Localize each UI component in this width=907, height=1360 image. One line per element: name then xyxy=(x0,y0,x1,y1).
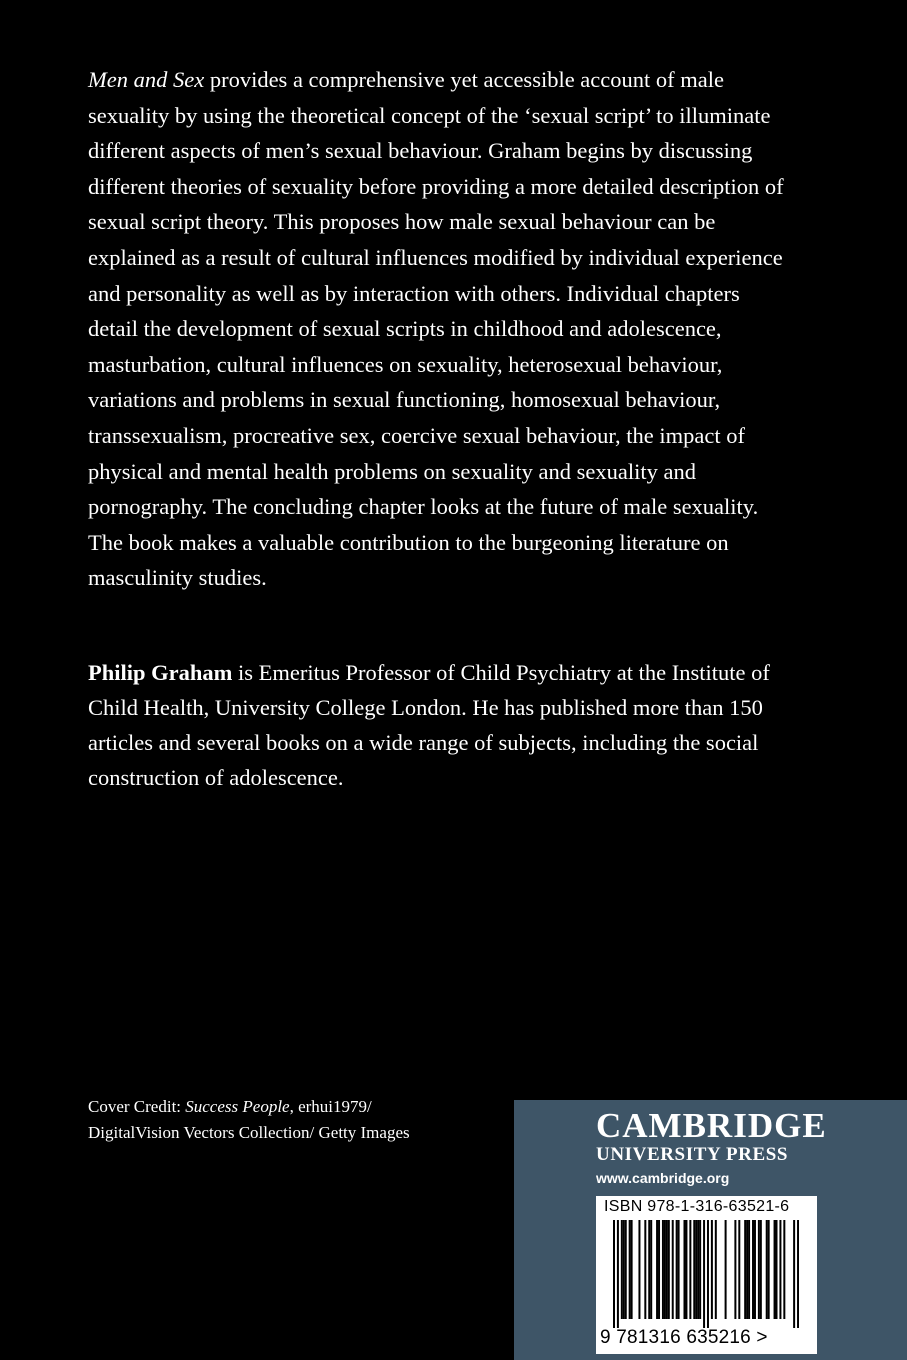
barcode-graphic xyxy=(613,1220,799,1328)
barcode-bar xyxy=(734,1220,736,1319)
barcode-digits: 9 781316 635216 > xyxy=(600,1327,768,1348)
description-paragraph xyxy=(88,62,788,596)
description-text: provides a comprehensive yet accessible account of male sexuality by using the theoretical concept of the ‘sexual script’ to illuminate different aspects of men’s sexual behaviour. Graham begins by discussing different theories of sexuality before providing a more detailed description of sexual script theory. This proposes how male sexual behaviour can be explained as a result of cultural influences modified by individual experience and personality as well as by interaction with others. Individual chapters detail the development of sexual scripts in childhood and adolescence, masturbation, cultural influences on sexuality, heterosexual behaviour, variations and problems in sexual functioning, homosexual behaviour, transsexualism, procreative sex, coercive sexual behaviour, the impact of physical and mental health problems on sexuality and sexuality and pornography. The concluding chapter looks at the future of male sexuality. The book makes a valuable contribution to the burgeoning literature on masculinity studies. xyxy=(88,67,784,591)
barcode-bar xyxy=(623,1220,625,1319)
publisher-name: CAMBRIDGE xyxy=(596,1106,827,1145)
barcode-bar xyxy=(621,1220,623,1319)
barcode-bar xyxy=(689,1220,691,1319)
credit-artwork-title: Success People xyxy=(185,1097,290,1116)
barcode-bar xyxy=(783,1220,785,1319)
publisher-subname: UNIVERSITY PRESS xyxy=(596,1144,789,1165)
credit-prefix: Cover Credit: xyxy=(88,1097,186,1116)
barcode-bar xyxy=(693,1220,695,1319)
barcode-bar xyxy=(662,1220,664,1319)
barcode-bar xyxy=(656,1220,658,1319)
bio-text: is Emeritus Professor of Child Psychiatry at the Institute of Child Health, University College London. He has published more than 150 articles and several books on a wide range of subjects, including the social construction of adolescence. xyxy=(88,659,770,790)
barcode-bar xyxy=(664,1220,666,1319)
barcode-bar xyxy=(760,1220,762,1319)
barcode-bar xyxy=(768,1220,770,1319)
barcode-bar xyxy=(650,1220,652,1319)
barcode-bar xyxy=(703,1220,705,1328)
barcode-bar xyxy=(613,1220,615,1328)
barcode-bar xyxy=(752,1220,754,1319)
barcode-bar xyxy=(638,1220,640,1319)
credit-artist: , erhui1979/ xyxy=(289,1097,372,1116)
barcode-bar xyxy=(676,1220,678,1319)
barcode-bar xyxy=(797,1220,799,1328)
barcode-bar xyxy=(666,1220,668,1319)
barcode-bar xyxy=(699,1220,701,1319)
barcode-bar xyxy=(776,1220,778,1319)
publisher-url: www.cambridge.org xyxy=(596,1170,730,1186)
barcode-bar xyxy=(617,1220,619,1328)
barcode-bar xyxy=(672,1220,674,1319)
barcode-bar xyxy=(748,1220,750,1319)
barcode-bar xyxy=(779,1220,781,1319)
barcode-bar xyxy=(631,1220,633,1319)
barcode-bar xyxy=(774,1220,776,1319)
bio-paragraph xyxy=(88,655,788,795)
barcode-bar xyxy=(644,1220,646,1319)
publisher-panel xyxy=(514,1100,907,1360)
barcode-bar xyxy=(685,1220,687,1319)
credit-line-1 xyxy=(88,1094,508,1120)
barcode-bar xyxy=(625,1220,627,1319)
barcode-bar xyxy=(746,1220,748,1319)
barcode-bar xyxy=(707,1220,709,1328)
barcode-bar xyxy=(766,1220,768,1319)
barcode-bar xyxy=(725,1220,727,1319)
barcode-bar xyxy=(678,1220,680,1319)
barcode-bar xyxy=(715,1220,717,1319)
isbn-label: ISBN 978-1-316-63521-6 xyxy=(604,1198,790,1215)
barcode-bar xyxy=(697,1220,699,1319)
barcode-bar xyxy=(648,1220,650,1319)
barcode-bar xyxy=(629,1220,631,1319)
barcode-bar xyxy=(758,1220,760,1319)
barcode-bar xyxy=(683,1220,685,1319)
barcode-bar xyxy=(695,1220,697,1319)
credit-line-2: DigitalVision Vectors Collection/ Getty Images xyxy=(88,1123,410,1142)
cover-credit xyxy=(88,1094,508,1146)
barcode-bar xyxy=(668,1220,670,1319)
book-description xyxy=(88,62,788,596)
barcode-bar xyxy=(658,1220,660,1319)
author-bio xyxy=(88,632,788,817)
barcode-bar xyxy=(738,1220,740,1319)
barcode-bar xyxy=(754,1220,756,1319)
author-name: Philip Graham xyxy=(88,659,233,685)
barcode-bar xyxy=(711,1220,713,1319)
barcode-bar xyxy=(793,1220,795,1328)
book-title-italic: Men and Sex xyxy=(88,67,205,92)
barcode-bar xyxy=(744,1220,746,1319)
barcode-box xyxy=(596,1196,817,1354)
